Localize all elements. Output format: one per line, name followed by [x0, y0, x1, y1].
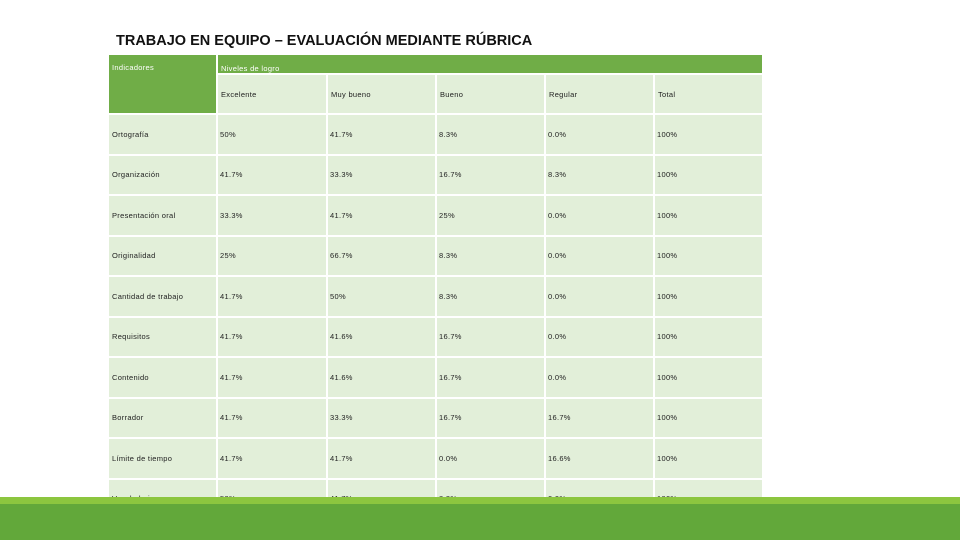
table-cell: 41.7%: [218, 318, 326, 357]
table-cell: 8.3%: [437, 277, 544, 316]
row-label: Contenido: [109, 358, 216, 397]
row-label: Límite de tiempo: [109, 439, 216, 478]
table-cell: 50%: [328, 277, 435, 316]
column-header: Excelente: [218, 75, 326, 113]
column-header: Total: [655, 75, 762, 113]
row-label: Ortografía: [109, 115, 216, 154]
row-label: Cantidad de trabajo: [109, 277, 216, 316]
table-cell: 41.7%: [218, 277, 326, 316]
row-label: Organización: [109, 156, 216, 195]
table-cell: 41.7%: [218, 399, 326, 438]
table-cell: 41.7%: [328, 439, 435, 478]
table-cell: 100%: [655, 318, 762, 357]
table-cell: 100%: [655, 115, 762, 154]
table-cell: 100%: [655, 156, 762, 195]
rubric-table: [109, 55, 762, 518]
table-cell: 8.3%: [437, 237, 544, 276]
table-cell: 50%: [218, 115, 326, 154]
table-cell: 100%: [655, 237, 762, 276]
page-title: TRABAJO EN EQUIPO – EVALUACIÓN MEDIANTE RÚBRICA: [116, 33, 533, 49]
table-cell: 33.3%: [328, 156, 435, 195]
column-header: Bueno: [437, 75, 544, 113]
table-cell: 25%: [218, 237, 326, 276]
table-cell: 16.6%: [546, 439, 653, 478]
table-cell: 0.0%: [546, 318, 653, 357]
table-cell: 100%: [655, 358, 762, 397]
footer-band-dark: [0, 504, 960, 540]
row-label: Presentación oral: [109, 196, 216, 235]
table-cell: 0.0%: [546, 358, 653, 397]
table-cell: 41.7%: [328, 115, 435, 154]
table-cell: 8.3%: [437, 115, 544, 154]
row-label: Requisitos: [109, 318, 216, 357]
table-cell: 41.7%: [218, 439, 326, 478]
table-cell: 0.0%: [546, 115, 653, 154]
table-cell: 66.7%: [328, 237, 435, 276]
table-cell: 16.7%: [437, 156, 544, 195]
indicadores-header: Indicadores: [109, 55, 216, 113]
column-header: Muy bueno: [328, 75, 435, 113]
table-cell: 33.3%: [218, 196, 326, 235]
table-cell: 0.0%: [546, 196, 653, 235]
table-cell: 8.3%: [546, 156, 653, 195]
table-cell: 100%: [655, 196, 762, 235]
footer-band-light: [0, 497, 960, 504]
table-cell: 100%: [655, 277, 762, 316]
table-cell: 33.3%: [328, 399, 435, 438]
table-cell: 16.7%: [546, 399, 653, 438]
table-cell: 100%: [655, 399, 762, 438]
table-cell: 100%: [655, 439, 762, 478]
column-header: Regular: [546, 75, 653, 113]
table-cell: 16.7%: [437, 399, 544, 438]
row-label: Borrador: [109, 399, 216, 438]
table-cell: 25%: [437, 196, 544, 235]
row-label: Originalidad: [109, 237, 216, 276]
table-cell: 41.6%: [328, 318, 435, 357]
table-cell: 16.7%: [437, 318, 544, 357]
niveles-header: Niveles de logro: [218, 55, 762, 73]
table-cell: 0.0%: [546, 277, 653, 316]
table-cell: 0.0%: [437, 439, 544, 478]
table-cell: 41.7%: [218, 358, 326, 397]
table-cell: 16.7%: [437, 358, 544, 397]
table-cell: 41.6%: [328, 358, 435, 397]
table-cell: 41.7%: [328, 196, 435, 235]
table-cell: 41.7%: [218, 156, 326, 195]
table-cell: 0.0%: [546, 237, 653, 276]
